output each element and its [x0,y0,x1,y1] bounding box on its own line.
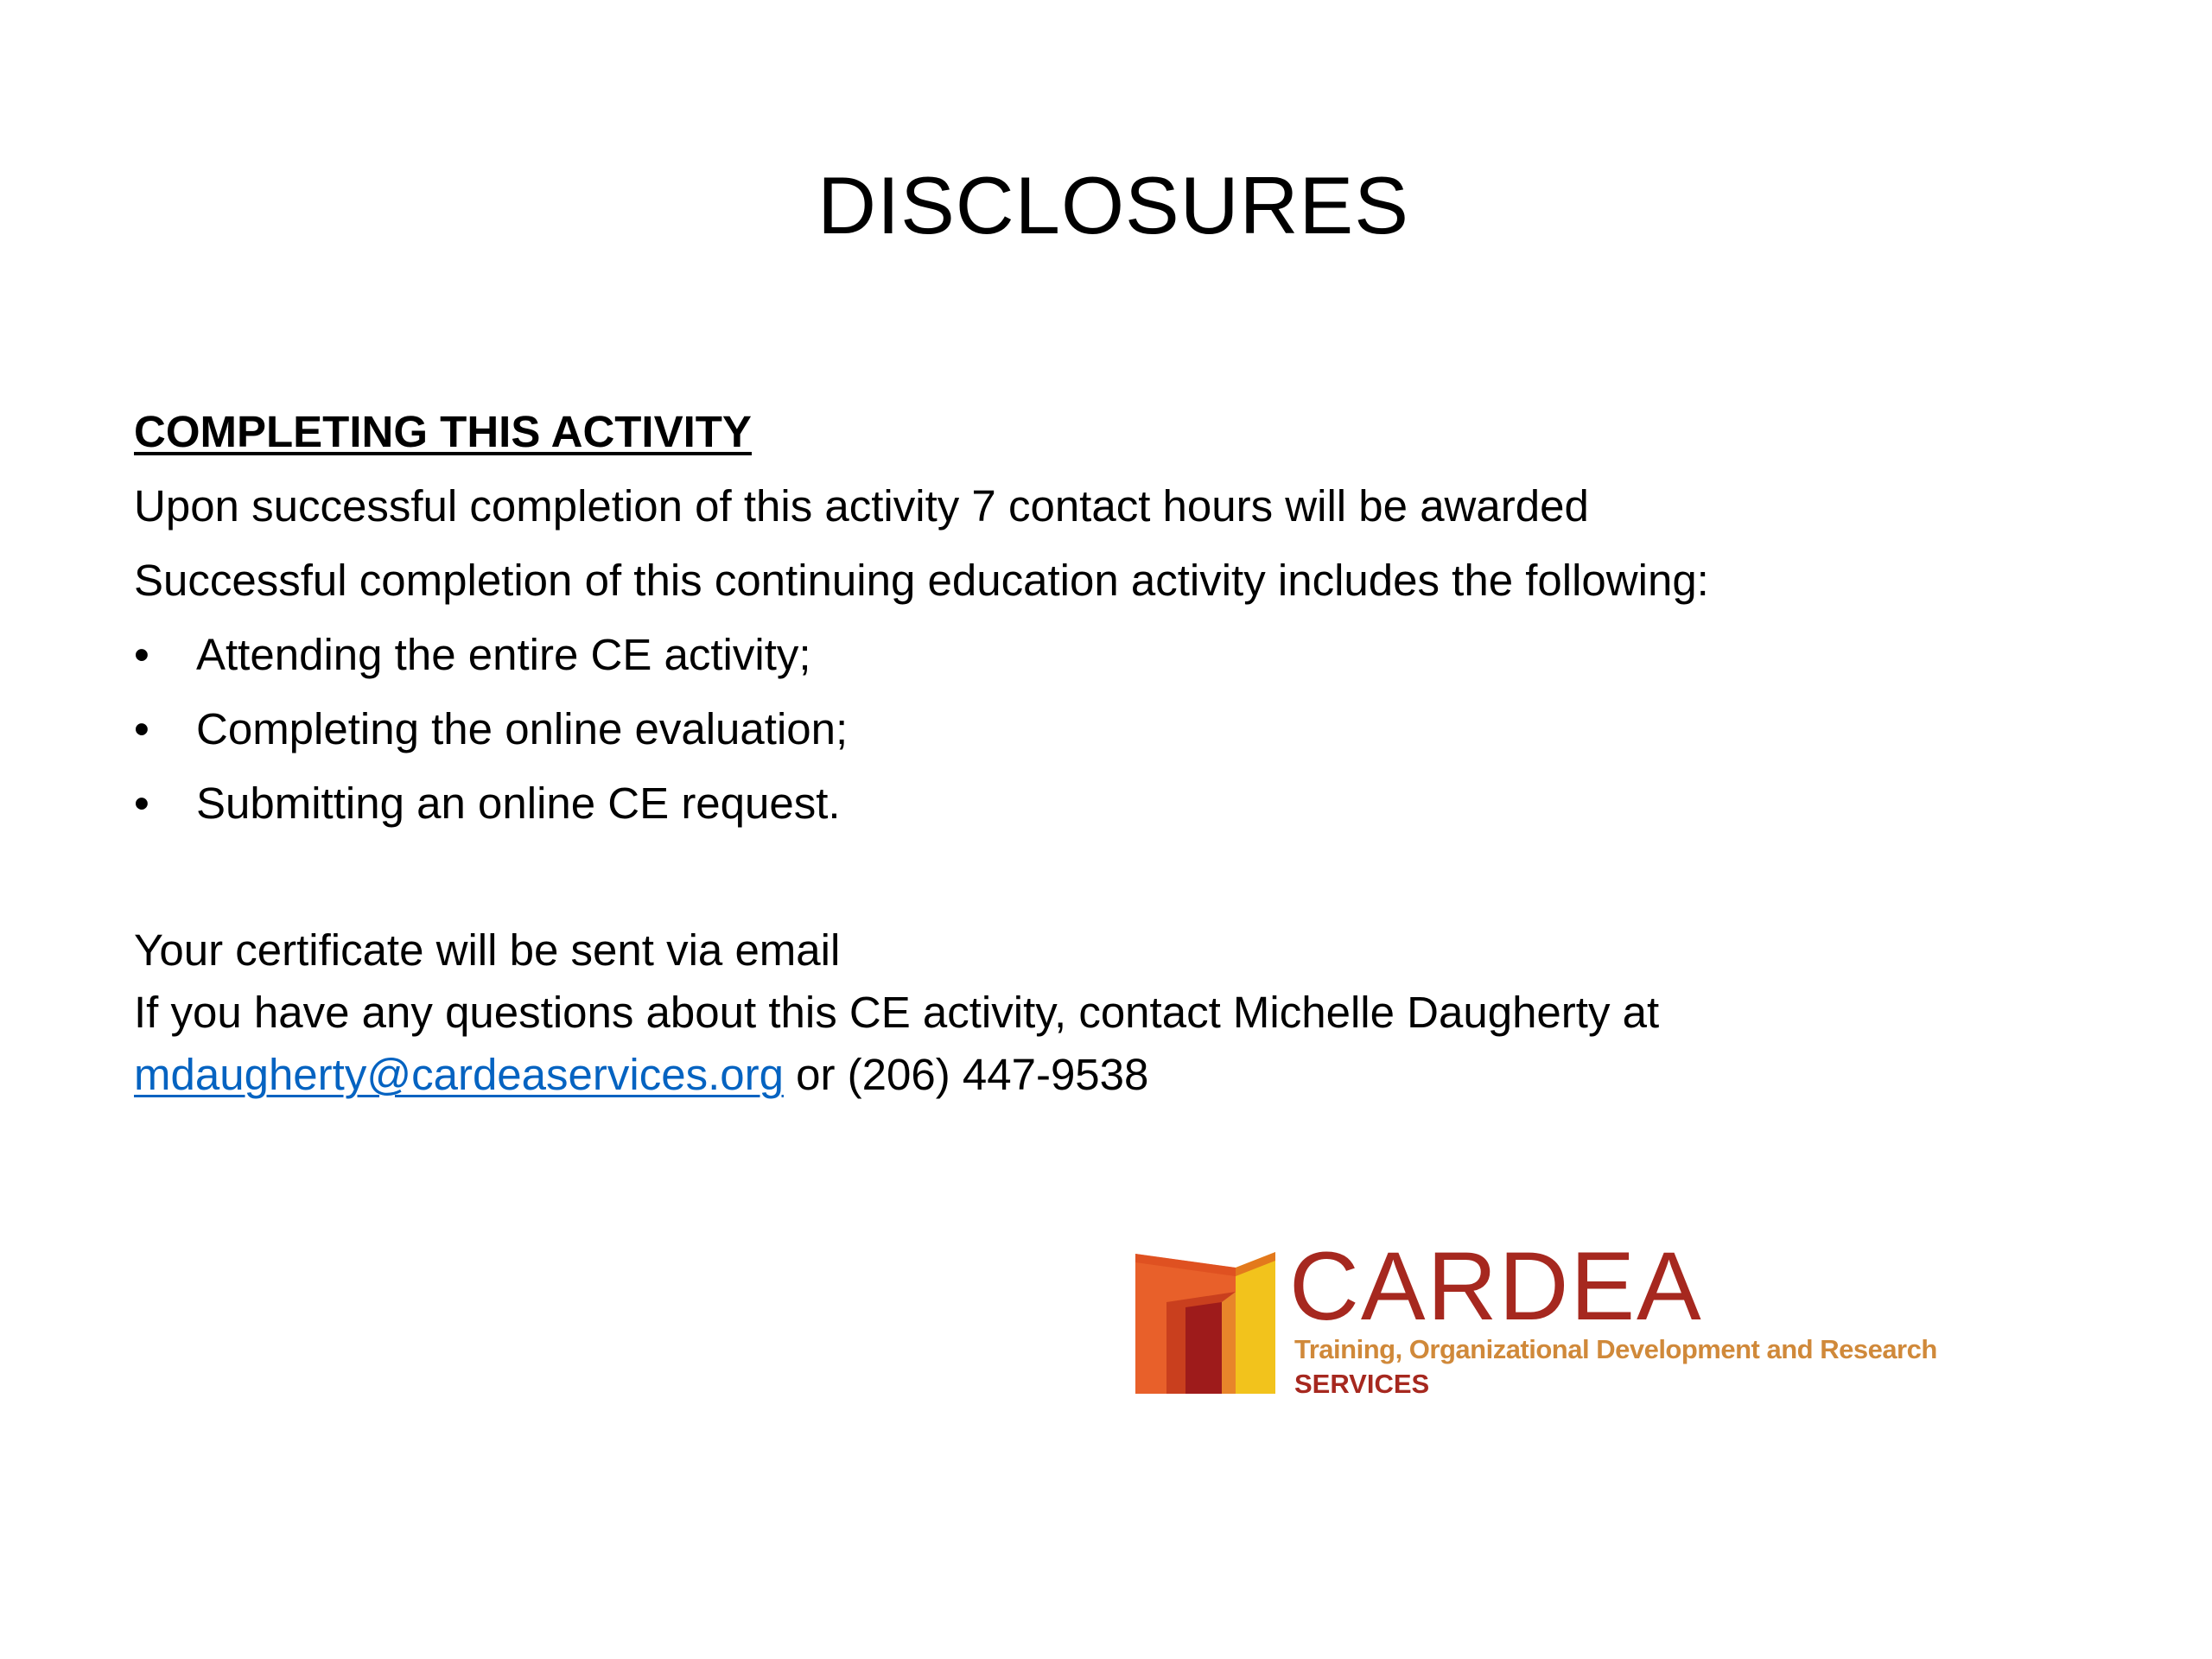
contact-phone: or (206) 447-9538 [783,1050,1149,1099]
logo-wordmark: CARDEA [1289,1232,1703,1340]
contact-hours-line: Upon successful completion of this activity 7 contact hours will be awarded [134,481,1589,531]
cardea-doorway-icon [1132,1249,1279,1395]
slide-title: DISCLOSURES [817,160,1409,251]
contact-email-link[interactable]: mdaugherty@cardeaservices.org [134,1050,784,1099]
logo-services: SERVICES [1294,1369,1430,1399]
cardea-logo [1132,1232,1937,1399]
bullet-text: Attending the entire CE activity; [196,630,811,679]
bullet-icon: • [134,704,149,753]
bullet-text: Completing the online evaluation; [196,704,849,753]
logo-mark-door-light [1222,1292,1236,1394]
completion-requirements-line: Successful completion of this continuing education activity includes the following: [134,556,1709,605]
contact-details [134,1047,1148,1103]
section-heading: COMPLETING THIS ACTIVITY [134,407,752,456]
logo-tagline: Training, Organizational Development and Research [1294,1334,1937,1364]
certificate-note: Your certificate will be sent via email [134,925,841,975]
contact-line: If you have any questions about this CE activity, contact Michelle Daugherty at [134,988,1660,1037]
logo-mark-doorway [1185,1302,1222,1394]
bullet-text: Submitting an online CE request. [196,779,841,828]
bullet-icon: • [134,779,149,828]
bullet-icon: • [134,630,149,679]
